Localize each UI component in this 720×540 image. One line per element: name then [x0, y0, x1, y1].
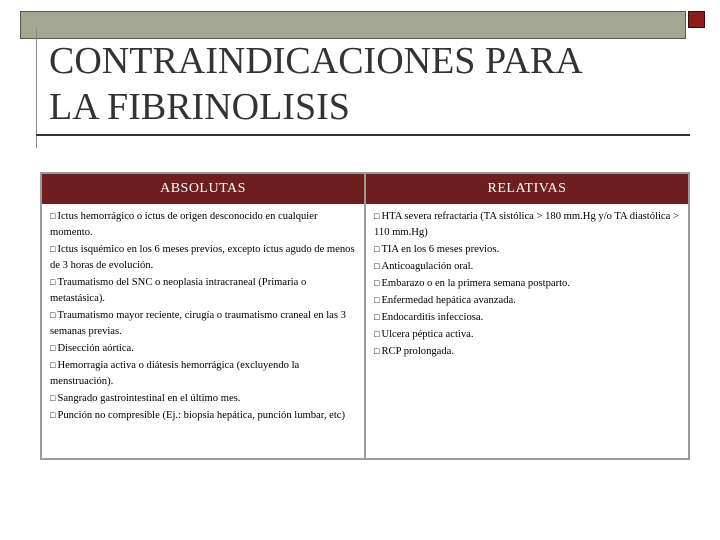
square-bullet-icon: □ [50, 244, 56, 254]
square-bullet-icon: □ [50, 310, 56, 320]
absolutas-item [50, 340, 358, 357]
relativas-item-text: Ulcera péptica activa. [381, 329, 474, 340]
absolutas-item [50, 390, 358, 407]
relativas-item-text: HTA severa refractaria (TA sistólica > 180 mm.Hg y/o TA diastólica > 110 mm.Hg) [374, 211, 679, 238]
left-decor-line [36, 28, 37, 148]
relativas-item [374, 241, 682, 258]
absolutas-item-text: Disección aórtica. [57, 343, 134, 354]
relativas-list [366, 204, 688, 364]
square-bullet-icon: □ [374, 295, 380, 305]
relativas-item [374, 309, 682, 326]
title-rule [36, 134, 690, 136]
relativas-item-text: TIA en los 6 meses previos. [381, 244, 500, 255]
slide-title: CONTRAINDICACIONES PARA LA FIBRINOLISIS [49, 40, 583, 128]
relativas-item [374, 326, 682, 343]
absolutas-item [50, 357, 358, 390]
absolutas-item [50, 241, 358, 274]
absolutas-item [50, 208, 358, 241]
absolutas-item-text: Ictus hemorrágico o ictus de origen desconocido en cualquier momento. [50, 211, 318, 238]
square-bullet-icon: □ [50, 277, 56, 287]
relativas-column [366, 174, 688, 458]
relativas-item-text: RCP prolongada. [381, 346, 455, 357]
relativas-item-text: Embarazo o en la primera semana postparto. [381, 278, 570, 289]
square-bullet-icon: □ [374, 346, 380, 356]
square-bullet-icon: □ [374, 211, 380, 221]
absolutas-item [50, 407, 358, 424]
relativas-item-text: Endocarditis infecciosa. [381, 312, 484, 323]
square-bullet-icon: □ [50, 343, 56, 353]
square-bullet-icon: □ [374, 329, 380, 339]
relativas-item [374, 343, 682, 360]
square-bullet-icon: □ [50, 410, 56, 420]
square-bullet-icon: □ [50, 393, 56, 403]
absolutas-item [50, 274, 358, 307]
absolutas-item-text: Hemorragia activa o diátesis hemorrágica (excluyendo la menstruación). [50, 360, 300, 387]
absolutas-item [50, 307, 358, 340]
relativas-item [374, 208, 682, 241]
square-bullet-icon: □ [50, 211, 56, 221]
relativas-item [374, 258, 682, 275]
relativas-item-text: Enfermedad hepática avanzada. [381, 295, 516, 306]
top-decor-bar [20, 11, 686, 39]
square-bullet-icon: □ [374, 244, 380, 254]
absolutas-item-text: Sangrado gastrointestinal en el último mes. [57, 393, 241, 404]
square-bullet-icon: □ [50, 360, 56, 370]
absolutas-item-text: Traumatismo mayor reciente, cirugía o traumatismo craneal en las 3 semanas previas. [50, 310, 346, 337]
corner-decor-square [688, 11, 705, 28]
contraindications-table [40, 172, 690, 460]
absolutas-item-text: Traumatismo del SNC o neoplasia intracraneal (Primaria o metastásica). [50, 277, 307, 304]
absolutas-item-text: Ictus isquémico en los 6 meses previos, excepto ictus agudo de menos de 3 horas de evolución. [50, 244, 355, 271]
absolutas-header: ABSOLUTAS [42, 174, 364, 204]
absolutas-list [42, 204, 364, 428]
relativas-item [374, 292, 682, 309]
absolutas-item-text: Punción no compresible (Ej.: biopsia hepática, punción lumbar, etc) [57, 410, 346, 421]
absolutas-column [42, 174, 366, 458]
square-bullet-icon: □ [374, 312, 380, 322]
square-bullet-icon: □ [374, 278, 380, 288]
relativas-header: RELATIVAS [366, 174, 688, 204]
relativas-item [374, 275, 682, 292]
square-bullet-icon: □ [374, 261, 380, 271]
relativas-item-text: Anticoagulación oral. [381, 261, 474, 272]
